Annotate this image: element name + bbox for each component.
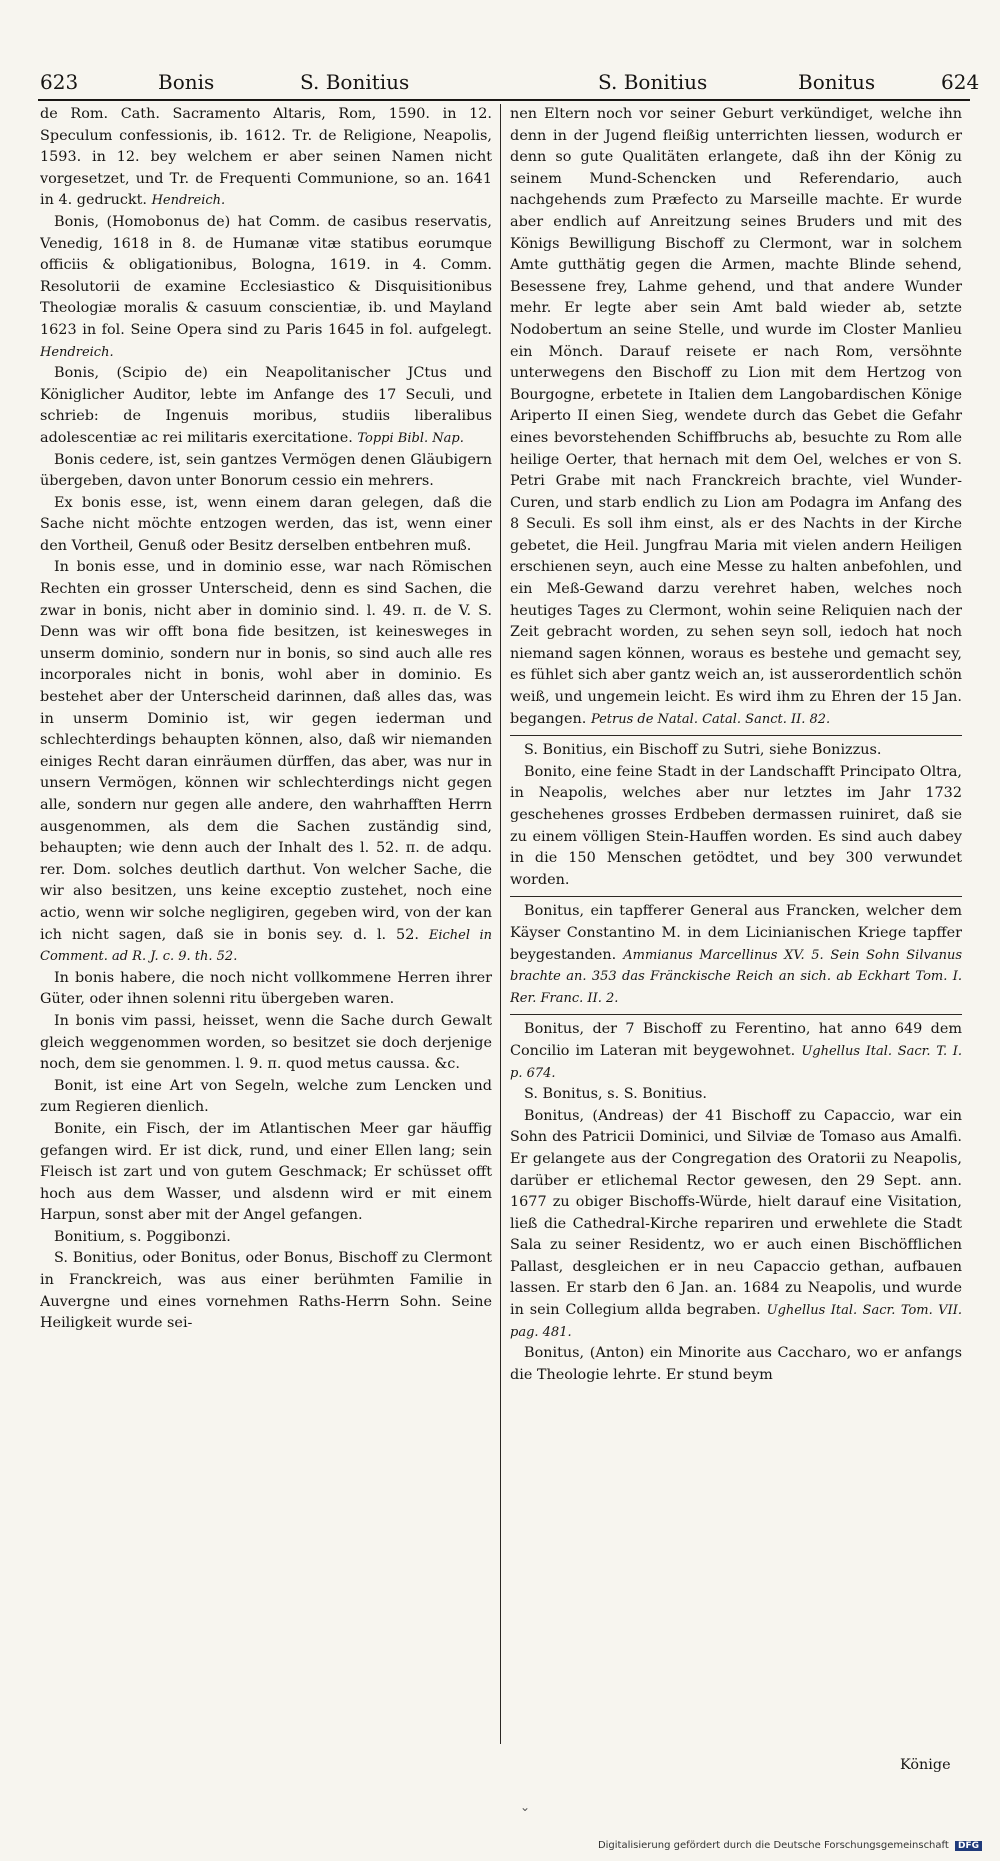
running-header bbox=[38, 66, 980, 102]
entry-text: de Rom. Cath. Sacramento Altaris, Rom, 1590. in 12. Speculum confessionis, ib. 1612. Tr. de Religione, Neapolis, 1593. in 12. bey welchem er aber seinen Namen nicht vorgesetzet, und Tr. de Frequenti Communione, so an. 1641 in 4. gedruckt. bbox=[40, 106, 492, 209]
page-number-right: 624 bbox=[941, 70, 980, 94]
entry-text: Bonis, (Scipio de) ein Neapolitanischer JCtus und Königlicher Auditor, lebte im Anfange des 17 Seculi, und schrieb: de Ingenuis moribus, studiis liberalibus adolescentiæ ac rei militaris exercitatione. bbox=[40, 365, 492, 446]
page-number-left: 623 bbox=[40, 70, 79, 94]
left-entry bbox=[40, 1119, 492, 1227]
entry-text: Bonitus, der 7 Bischoff zu Ferentino, hat anno 649 dem Concilio im Lateran mit beygewohnet. bbox=[510, 1021, 962, 1059]
left-entry bbox=[40, 1011, 492, 1076]
right-column bbox=[510, 104, 962, 1804]
entry-text: Bonit, ist eine Art von Segeln, welche zum Lencken und zum Regieren dienlich. bbox=[40, 1077, 492, 1116]
entry-source: Eichel in Comment. ad R. J. c. 9. th. 52. bbox=[40, 927, 492, 965]
credit-text: Digitalisierung gefördert durch die Deutsche Forschungsgemeinschaft bbox=[597, 1840, 949, 1851]
left-entry bbox=[40, 1248, 492, 1334]
entry-text: In bonis esse, und in dominio esse, war nach Römischen Rechten ein grosser Unterscheid, denn es sind Sachen, die zwar in bonis, nicht aber in dominio sind. l. 49. π. de V. S. Denn was wir offt bona fide besitzen, ist keinesweges in unserm dominio, sondern nur in bonis, so sind auch alle res incorporales nicht in bonis, wohl aber in dominio. Es bestehet aber der Unterscheid darinnen, daß alles das, was in unserm Dominio ist, wir gegen iederman und schlechterdings behaupten können, also, daß wir niemanden einiges Recht daran einräumen dürffen, das aber, was nur in unsern Vermögen, können wir schlechterdings nicht gegen alle, sondern nur gegen alle andere, den wahrhafften Herrn ausgenommen, als dem die Sachen zuständig sind, behaupten; wie denn auch der Inhalt des l. 52. π. de adqu. rer. Dom. solches deutlich darthut. Von welcher Sache, die wir also besitzen, uns keine exceptio zustehet, noch eine actio, wenn wir solche negligiren, gegeben wird, von der kan ich nicht sagen, daß sie in bonis sey. d. l. 52. bbox=[40, 559, 492, 943]
entry-source: Petrus de Natal. Catal. Sanct. II. 82. bbox=[590, 711, 831, 727]
header-rule bbox=[38, 99, 970, 101]
left-entry bbox=[40, 104, 492, 212]
entry-source: Hendreich. bbox=[151, 193, 226, 209]
right-entry bbox=[510, 1084, 962, 1106]
entry-source: Ammianus Marcellinus XV. 5. Sein Sohn Silvanus brachte an. 353 das Fränckische Reich an sich. ab Eckhart Tom. I. Rer. Franc. II. 2. bbox=[510, 947, 962, 1006]
entry-text: Bonite, ein Fisch, der im Atlantischen Meer gar häuffig gefangen wird. Er ist dick, rund, und einer Ellen lang; sein Fleisch ist zart und von gutem Geschmack; Er schüsset offt hoch aus dem Wasser, und alsdenn wird er mit einem Harpun, sonst aber mit der Angel gefangen. bbox=[40, 1120, 492, 1224]
left-entry bbox=[40, 968, 492, 1011]
entry-text: Bonitus, (Anton) ein Minorite aus Caccharo, wo er anfangs die Theologie lehrte. Er stund beym bbox=[510, 1345, 962, 1383]
entry-text: Bonitium, s. Poggibonzi. bbox=[54, 1228, 231, 1245]
entry-text: Bonitus, ein tapfferer General aus Francken, welcher dem Käyser Constantino M. in dem Licinianischen Kriege tapffer beygestanden. bbox=[510, 903, 962, 963]
left-entry bbox=[40, 212, 492, 363]
left-column bbox=[40, 104, 492, 1804]
dfg-logo: DFG bbox=[955, 1841, 982, 1851]
entry-source: Hendreich. bbox=[40, 344, 114, 360]
entry-text: Bonis, (Homobonus de) hat Comm. de casibus reservatis, Venedig, 1618 in 8. de Humanæ vitæ statibus eorumque officiis & obligationibus, Bologna, 1619. in 4. Comm. Resolutorii de examine Ecclesiastico & Disquisitionibus Theologiæ moralis & casuum conscientiæ, ib. und Mayland 1623 in fol. Seine Opera sind zu Paris 1645 in fol. aufgelegt. bbox=[40, 213, 492, 338]
catchword: Könige bbox=[900, 1757, 951, 1773]
header-keyword-left-1: Bonis bbox=[158, 70, 215, 94]
entry-text: nen Eltern noch vor seiner Geburt verkündiget, welche ihn denn in der Jugend fleißig unterrichten liessen, wodurch er denn so gute Qualitäten erlangete, daß ihn der König zu seinem Mund-Schencken und Referendario, auch nachgehends zum Præfecto zu Marseille machte. Er wurde aber endlich auf Anreitzung seines Bruders und mit des Königs Bewilligung Bischoff zu Clermont, war in solchem Amte gutthätig gegen die Armen, machte Blinde sehend, Besessene frey, Lahme gehend, und that andere Wunder mehr. Er legte aber sein Amt bald wieder ab, setzte Nodobertum an seine Stelle, und wurde im Closter Manlieu ein Mönch. Darauf reisete er nach Rom, versöhnte unterwegens den Bischoff zu Lion mit dem Hertzog von Bourgogne, erbetete in Italien dem Langobardischen Könige Ariperto II einen Sieg, wendete durch das Gebet die Gefahr eines bevorstehenden Schiffbruchs ab, besuchte zu Rom alle heilige Oerter, that hernach mit dem Oel, welches er von S. Petri Grabe mit nach Franckreich brachte, viel Wunder-Curen, und starb endlich zu Lion am Podagra im Anfang des 8 Seculi. Es soll ihm einst, als er des Nachts in der Kirche gebetet, die Heil. Jungfrau Maria mit vielen andern Heiligen erschienen seyn, auch eine Messe zu halten anbefohlen, und ein Meß-Gewand darzu verehret haben, welches noch heutiges Tages zu Clermont, wohin seine Reliquien nach der Zeit gebracht worden, zu sehen seyn soll, iedoch hat noch niemand sagen können, woraus es bestehe und gemacht sey, es fühlet sich aber gantz weich an, ist ausserordentlich schön weiß, und ungemein leicht. Es wird ihm zu Ehren der 15 Jan. begangen. bbox=[510, 106, 962, 727]
entry-text: In bonis vim passi, heisset, wenn die Sache durch Gewalt gleich weggenommen worden, so besitzet sie doch derjenige noch, dem sie genommen. l. 9. π. quod metus caussa. &c. bbox=[40, 1012, 492, 1073]
left-entry bbox=[40, 1227, 492, 1249]
column-divider bbox=[500, 104, 501, 1744]
entry-text: Ex bonis esse, ist, wenn einem daran gelegen, daß die Sache nicht möchte entzogen werden, das ist, wenn einer den Vortheil, Genuß oder Besitz derselben entbehren muß. bbox=[40, 494, 492, 554]
entry-text: Bonitus, (Andreas) der 41 Bischoff zu Capaccio, war ein Sohn des Patricii Dominici, und Silviæ de Tomaso aus Amalfi. Er gelangete aus der Congregation des Oratorii zu Neapolis, darüber er etlichemal Rector gewesen, den 29 Sept. ann. 1677 zu obiger Bischoffs-Würde, hielt darauf eine Visitation, ließ die Cathedral-Kirche repariren und erwehlete die Stadt Sala zu seiner Residentz, wo er auch einen Bischöfflichen Pallast, desgleichen er in neu Capaccio gethan, aufbauen lassen. Er starb den 6 Jan. an. 1684 zu Neapolis, und wurde in sein Collegium allda begraben. bbox=[510, 1107, 962, 1319]
entry-text: In bonis habere, die noch nicht vollkommene Herren ihrer Güter, oder ihnen solenni ritu übergeben waren. bbox=[40, 969, 492, 1008]
header-keyword-left-2: S. Bonitius bbox=[300, 70, 410, 94]
entry-source: Ughellus Ital. Sacr. T. I. p. 674. bbox=[510, 1043, 962, 1081]
entry-text: S. Bonitius, ein Bischoff zu Sutri, siehe Bonizzus. bbox=[524, 742, 882, 759]
entry-text: Bonito, eine feine Stadt in der Landschafft Principato Oltra, in Neapolis, welches aber nur letztes im Jahr 1732 geschehenes grosses Erdbeben dermassen ruiniret, daß sie zu einem völligen Stein-Hauffen worden. Es sind auch dabey in die 150 Menschen getödtet, und bey 300 verwundet worden. bbox=[510, 763, 962, 888]
right-entry bbox=[510, 104, 962, 730]
header-keyword-right-2: Bonitus bbox=[798, 70, 876, 94]
entry-text: S. Bonitus, s. S. Bonitius. bbox=[524, 1086, 707, 1103]
digitization-credit bbox=[598, 1840, 982, 1851]
entry-source: Ughellus Ital. Sacr. Tom. VII. pag. 481. bbox=[510, 1303, 962, 1340]
left-entry bbox=[40, 450, 492, 493]
left-entry bbox=[40, 363, 492, 449]
entry-text: Bonis cedere, ist, sein gantzes Vermögen denen Gläubigern übergeben, davon unter Bonorum cessio ein mehrers. bbox=[40, 451, 492, 490]
entry-source: Toppi Bibl. Nap. bbox=[357, 430, 464, 446]
right-entry bbox=[510, 1343, 962, 1386]
left-entry bbox=[40, 493, 492, 558]
left-entry bbox=[40, 557, 492, 967]
bottom-ornament: ⌄ bbox=[520, 1800, 531, 1814]
left-entry bbox=[40, 1076, 492, 1119]
right-entry bbox=[510, 1014, 962, 1084]
right-entry bbox=[510, 896, 962, 1009]
entry-text: S. Bonitius, oder Bonitus, oder Bonus, Bischoff zu Clermont in Franckreich, was aus einer berühmten Familie in Auvergne und eines vornehmen Raths-Herrn Sohn. Seine Heiligkeit wurde sei- bbox=[40, 1250, 492, 1332]
right-entry bbox=[510, 735, 962, 762]
header-keyword-right-1: S. Bonitius bbox=[598, 70, 708, 94]
right-entry bbox=[510, 762, 962, 892]
right-entry bbox=[510, 1106, 962, 1344]
